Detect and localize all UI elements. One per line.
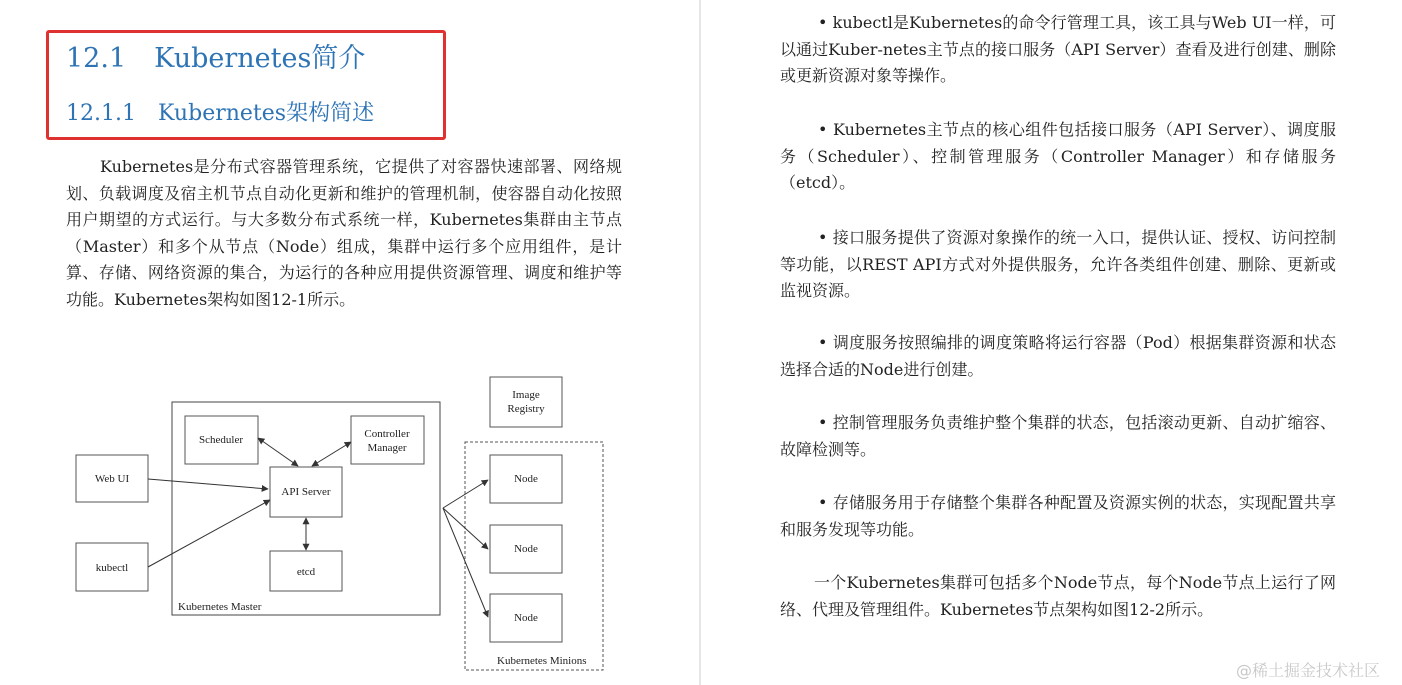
intro-paragraph: Kubernetes是分布式容器管理系统，它提供了对容器快速部署、网络规划、负载调度及宿主机节点自动化更新和维护的管理机制，使容器自动化按照用户期望的方式运行。与大多数分布式系统一样，Kubernetes集群由主节点（Master）和多个从节点（Node）组成，集群中运行多个应用组件，是计算、存储、网络资源的集合，为运行的各种应用提供资源管理、调度和维护等功能。Kubernetes架构如图12-1所示。 (66, 157, 622, 309)
api-server-label: API Server (281, 486, 331, 498)
bullet-scheduler: • 调度服务按照编排的调度策略将运行容器（Pod）根据集群资源和状态选择合适的Node进行创建。 (780, 333, 1336, 379)
image-registry-label-line2: Registry (507, 403, 545, 415)
arrow-controller-api (312, 442, 351, 466)
bullet-controller-manager: • 控制管理服务负责维护整个集群的状态，包括滚动更新、自动扩缩容、故障检测等。 (780, 413, 1336, 459)
watermark: @稀土掘金技术社区 (1236, 661, 1381, 680)
bullet-master-components: • Kubernetes主节点的核心组件包括接口服务（API Server）、调度服务（Scheduler）、控制管理服务（Controller Manager）和存储服务（etcd）。 (780, 120, 1336, 193)
closing-paragraph: 一个Kubernetes集群可包括多个Node节点，每个Node节点上运行了网络、代理及管理组件。Kubernetes节点架构如图12-2所示。 (780, 573, 1336, 619)
bullet-api-server: • 接口服务提供了资源对象操作的统一入口，提供认证、授权、访问控制等功能，以REST API方式对外提供服务，允许各类组件创建、删除、更新或监视资源。 (780, 228, 1336, 301)
minions-label: Kubernetes Minions (497, 655, 587, 667)
heading-1-text: Kubernetes简介 (154, 43, 366, 74)
arrow-scheduler-api (258, 438, 298, 466)
controller-manager-box (351, 416, 424, 464)
bullet-kubectl: • kubectl是Kubernetes的命令行管理工具，该工具与Web UI一样，可以通过Kuber-netes主节点的接口服务（API Server）查看及进行创建、删除或更新资源对象等操作。 (780, 13, 1336, 86)
node-label-3: Node (514, 612, 538, 624)
heading-2-number: 12.1.1 (66, 101, 136, 126)
heading-1-number: 12.1 (66, 43, 127, 74)
scheduler-label: Scheduler (199, 434, 243, 446)
controller-manager-label-line2: Manager (367, 442, 407, 454)
arrow-api-node3 (443, 508, 488, 617)
kubernetes-architecture-diagram (0, 0, 700, 685)
web-ui-label: Web UI (94, 473, 130, 485)
master-label: Kubernetes Master (178, 601, 262, 613)
bullet-etcd: • 存储服务用于存储整个集群各种配置及资源实例的状态，实现配置共享和服务发现等功能。 (780, 493, 1336, 539)
image-registry-box (490, 377, 562, 427)
arrow-kubectl-api (148, 500, 270, 567)
heading-2-text: Kubernetes架构简述 (157, 101, 375, 126)
node-label-1: Node (514, 473, 538, 485)
etcd-label: etcd (296, 566, 316, 578)
controller-manager-label-line1: Controller (364, 428, 410, 440)
kubectl-label: kubectl (95, 562, 129, 574)
arrow-webui-api (148, 479, 268, 489)
image-registry-label-line1: Image (512, 389, 540, 401)
node-label-2: Node (514, 543, 538, 555)
